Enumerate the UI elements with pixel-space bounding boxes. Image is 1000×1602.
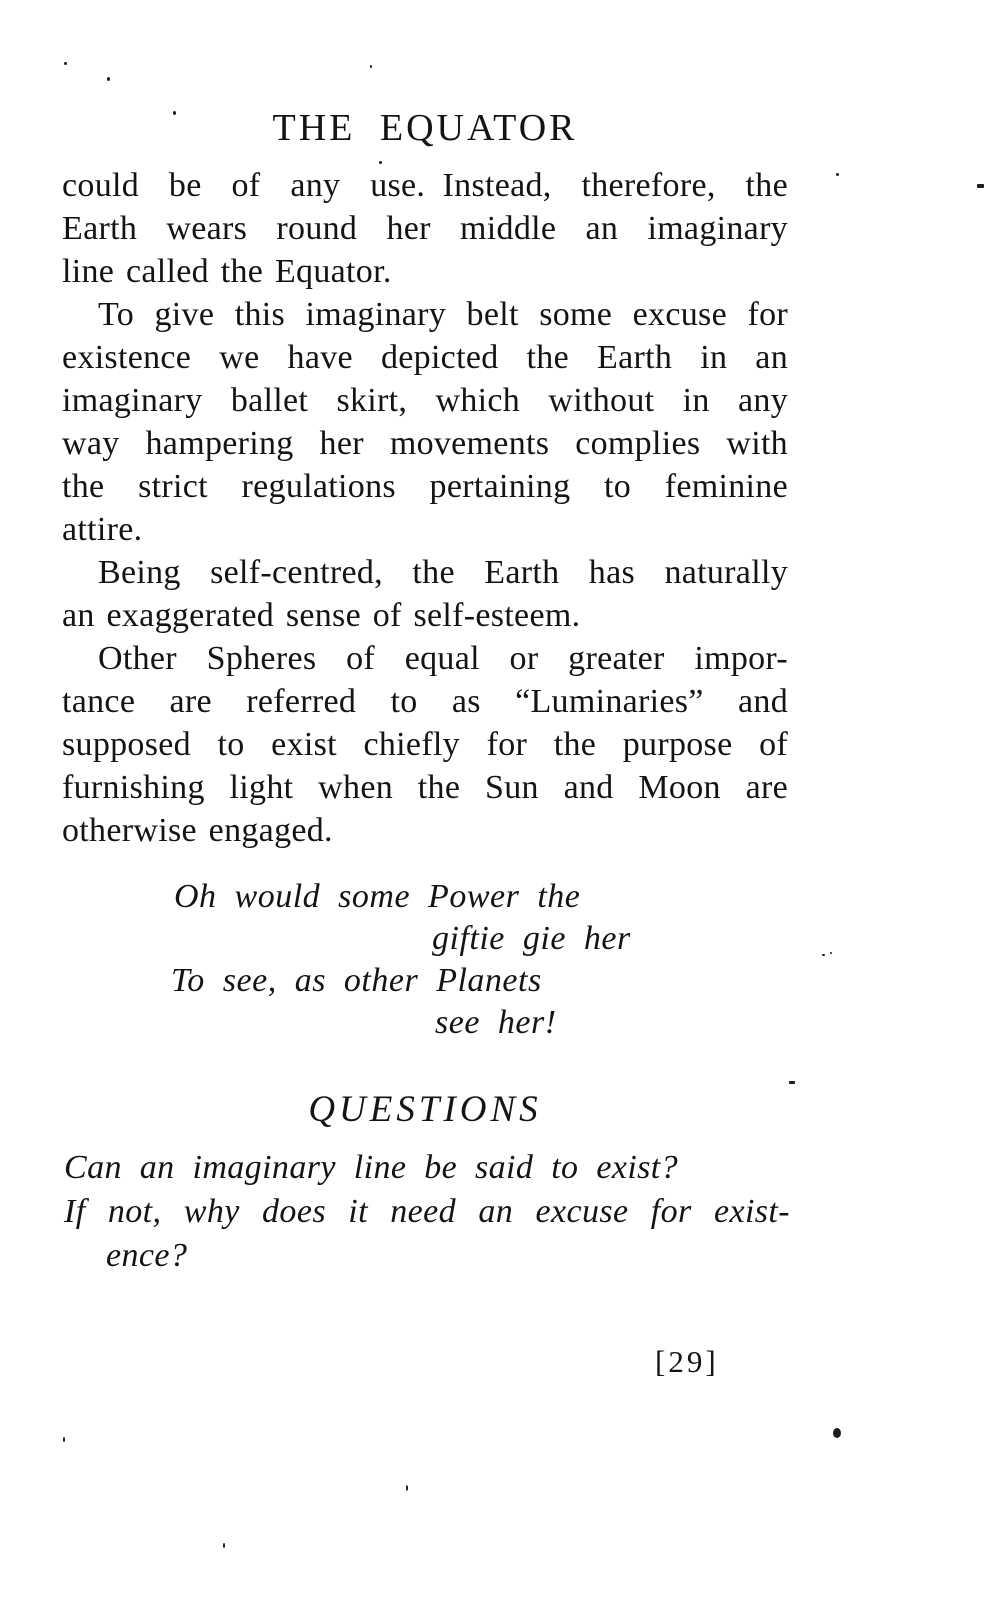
question-line: ence? xyxy=(106,1237,188,1274)
questions-heading: QUESTIONS xyxy=(308,1089,542,1130)
scan-speck xyxy=(379,161,382,164)
poem-line: giftie gie her xyxy=(432,920,631,957)
poem-line: To see, as other Planets xyxy=(171,962,542,999)
poem-line: see her! xyxy=(435,1004,557,1041)
poem-quote xyxy=(0,876,1000,1044)
text-line: tance are referred to as “Luminaries” and xyxy=(62,683,788,720)
scan-speck xyxy=(370,65,372,68)
scan-speck xyxy=(63,1437,65,1442)
poem-line: Oh would some Power the xyxy=(174,878,581,915)
scan-speck xyxy=(822,954,825,956)
text-line: imaginary ballet skirt, which without in any xyxy=(62,382,788,419)
text-line: otherwise engaged. xyxy=(62,812,333,849)
text-line: To give this imaginary belt some excuse for xyxy=(98,296,788,333)
page-title: THE EQUATOR xyxy=(272,107,578,149)
scan-speck xyxy=(173,111,176,115)
text-line: could be of any use. Instead, therefore, the xyxy=(62,167,788,204)
questions-list xyxy=(64,1146,790,1278)
text-line: way hampering her movements complies with xyxy=(62,425,788,462)
text-line: existence we have depicted the Earth in an xyxy=(62,339,788,376)
text-line: the strict regulations pertaining to feminine xyxy=(62,468,788,505)
text-line: Being self-centred, the Earth has naturally xyxy=(98,554,788,591)
scan-speck xyxy=(223,1543,225,1548)
question-line: If not, why does it need an excuse for exist- xyxy=(64,1193,790,1230)
scan-speck xyxy=(836,173,839,176)
scan-speck xyxy=(64,62,67,65)
body-text xyxy=(62,164,788,852)
scan-speck xyxy=(977,184,984,188)
scan-speck xyxy=(406,1485,408,1491)
question-line: Can an imaginary line be said to exist? xyxy=(64,1149,679,1186)
scan-speck xyxy=(830,952,832,954)
scan-speck xyxy=(833,1428,841,1438)
page-number: [29] xyxy=(655,1344,719,1379)
text-line: attire. xyxy=(62,511,143,548)
text-line: Earth wears round her middle an imaginary xyxy=(62,210,788,247)
text-line: line called the Equator. xyxy=(62,253,392,290)
text-line: supposed to exist chiefly for the purpose of xyxy=(62,726,788,763)
text-line: an exaggerated sense of self-esteem. xyxy=(62,597,581,634)
text-line: Other Spheres of equal or greater impor- xyxy=(98,640,788,677)
scan-speck xyxy=(789,1081,795,1084)
scan-speck xyxy=(107,77,110,81)
text-line: furnishing light when the Sun and Moon are xyxy=(62,769,788,806)
